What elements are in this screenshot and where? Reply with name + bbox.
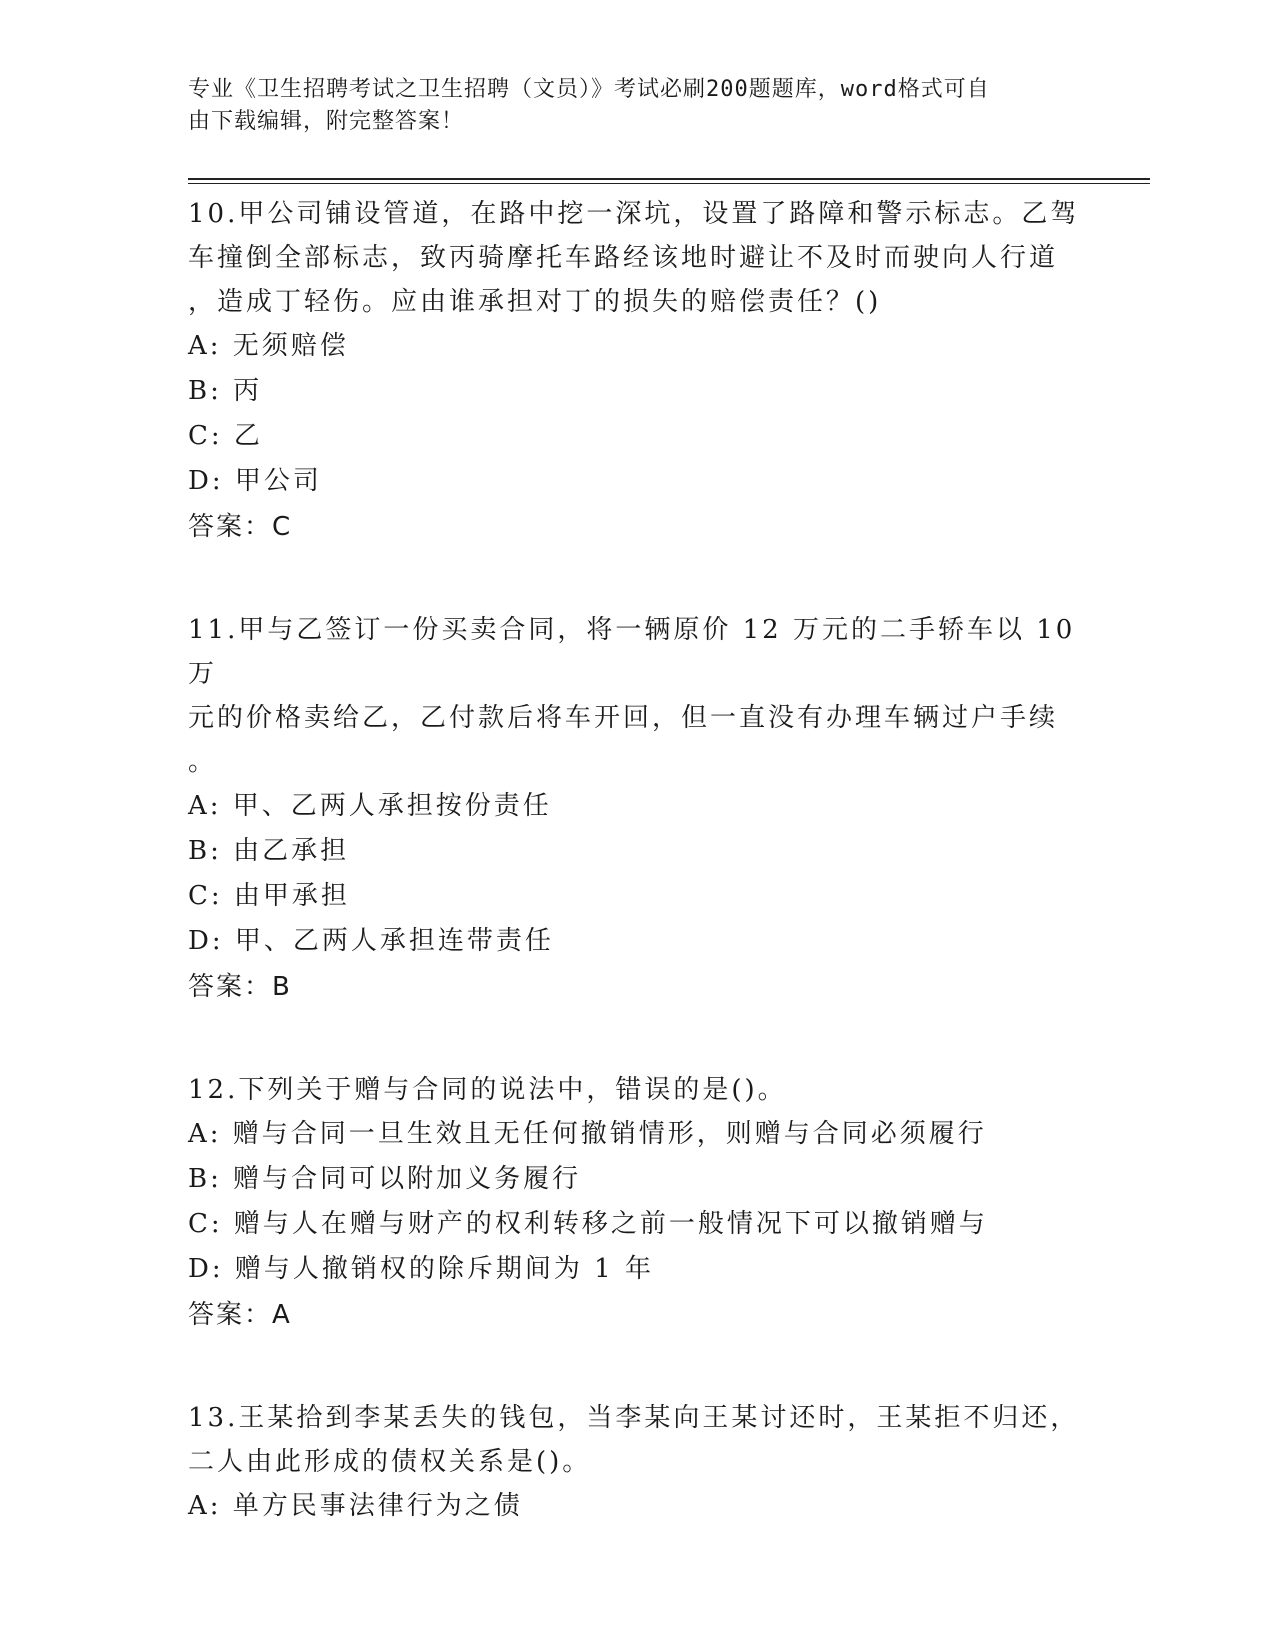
question-stem	[188, 1068, 1088, 1112]
question-10	[188, 192, 1088, 550]
stem-line: 。	[188, 747, 218, 777]
option-c: C: 赠与人在赠与财产的权利转移之前一般情况下可以撤销赠与	[188, 1209, 988, 1239]
option-b: B: 由乙承担	[188, 836, 350, 866]
question-stem	[188, 192, 1088, 324]
option-a: A: 甲、乙两人承担按份责任	[188, 791, 552, 821]
option-b: B: 丙	[188, 376, 263, 406]
answer-line: 答案：A	[188, 1300, 292, 1330]
option-a: A: 单方民事法律行为之债	[188, 1491, 523, 1521]
header-line-2: 由下载编辑，附完整答案！	[188, 109, 465, 134]
stem-line: 10.甲公司铺设管道，在路中挖一深坑，设置了路障和警示标志。乙驾	[188, 199, 1080, 229]
question-13	[188, 1396, 1088, 1529]
stem-line: 元的价格卖给乙，乙付款后将车开回，但一直没有办理车辆过户手续	[188, 703, 1059, 733]
option-a: A: 赠与合同一旦生效且无任何撤销情形，则赠与合同必须履行	[188, 1119, 987, 1149]
stem-line: 车撞倒全部标志，致丙骑摩托车路经该地时避让不及时而驶向人行道	[188, 243, 1059, 273]
question-list	[188, 192, 1088, 1587]
question-stem	[188, 608, 1088, 784]
stem-line: 12.下列关于赠与合同的说法中，错误的是()。	[188, 1075, 787, 1105]
option-c: C: 乙	[188, 421, 263, 451]
document-header	[188, 74, 1068, 138]
question-11	[188, 608, 1088, 1010]
answer-line: 答案：B	[188, 972, 292, 1002]
option-d: D: 甲、乙两人承担连带责任	[188, 926, 554, 956]
stem-line: ，造成丁轻伤。应由谁承担对丁的损失的赔偿责任？()	[188, 287, 882, 317]
stem-line: 二人由此形成的债权关系是()。	[188, 1447, 592, 1477]
header-line-1: 专业《卫生招聘考试之卫生招聘（文员）》考试必刷200题题库，word格式可自	[188, 77, 990, 102]
option-b: B: 赠与合同可以附加义务履行	[188, 1164, 582, 1194]
answer-line: 答案：C	[188, 512, 293, 542]
option-a: A: 无须赔偿	[188, 331, 349, 361]
stem-line: 11.甲与乙签订一份买卖合同，将一辆原价 12 万元的二手轿车以 10 万	[188, 615, 1076, 689]
option-c: C: 由甲承担	[188, 881, 350, 911]
stem-line: 13.王某拾到李某丢失的钱包，当李某向王某讨还时，王某拒不归还，	[188, 1403, 1080, 1433]
question-12	[188, 1068, 1088, 1338]
header-divider	[188, 178, 1150, 184]
option-d: D: 赠与人撤销权的除斥期间为 1 年	[188, 1254, 654, 1284]
question-stem	[188, 1396, 1088, 1484]
option-d: D: 甲公司	[188, 466, 322, 496]
